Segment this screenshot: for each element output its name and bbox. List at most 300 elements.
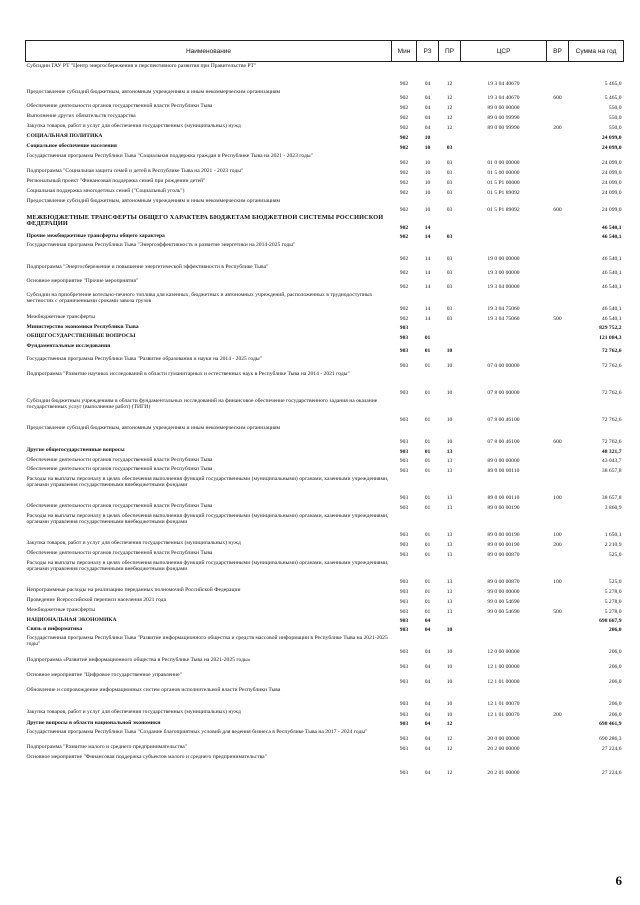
cell-pr: 10 [446, 416, 453, 423]
table-row [26, 671, 624, 686]
cell-name: Расходы на выплаты персоналу в целях обеспечения выполнения функций государственными (муниципальными) органами, казенными учреждениями, органами управления государственными внебюджетными фондами [26, 512, 389, 526]
table-row [26, 397, 624, 424]
cell-csr [461, 446, 547, 456]
cell-vr [547, 753, 569, 777]
cell-min: 902 [399, 224, 409, 231]
cell-csr [461, 342, 547, 355]
cell-pr: 12 [446, 94, 453, 101]
budget-table [25, 40, 624, 777]
cell-rz: 04 [424, 720, 431, 727]
cell-pr: 10 [446, 678, 453, 685]
cell-csr: 01 5 P1 00000 [487, 179, 520, 186]
cell-csr [461, 232, 547, 241]
cell-csr: 89 0 00 00110 [487, 467, 520, 474]
cell-csr: 07 8 00 46100 [487, 438, 520, 445]
cell-sum: 38 657,8 [601, 494, 622, 501]
table-row [26, 686, 624, 708]
cell-pr: 13 [446, 467, 453, 474]
cell-name: Подпрограмма "Развитие научных исследований в области гуманитарных и естественных наук в Республике Тыва на 2014 - 2021 годы" [26, 370, 350, 377]
cell-rz: 01 [424, 334, 431, 341]
cell-csr [461, 323, 547, 332]
cell-vr [547, 102, 569, 112]
cell-pr: 10 [446, 663, 453, 670]
cell-pr: 12 [446, 720, 453, 727]
cell-name: Предоставление субсидий бюджетным, автономным учреждениям и иным некоммерческим организациям [26, 197, 281, 204]
cell-csr: 19 3 00 00000 [487, 269, 520, 276]
table-row [26, 112, 624, 122]
cell-csr: 89 0 00 00190 [487, 541, 520, 548]
table-row [26, 370, 624, 397]
cell-pr: 10 [446, 362, 453, 369]
table-row [26, 596, 624, 606]
cell-sum: 46 540,1 [601, 224, 622, 231]
table-row [26, 132, 624, 142]
cell-name: Непрограммные расходы на реализацию переданных полномочий Российской Федерации [26, 586, 241, 593]
cell-rz: 01 [424, 457, 431, 464]
cell-min: 903 [399, 608, 409, 615]
table-row [26, 502, 624, 512]
cell-pr: 13 [446, 457, 453, 464]
cell-min: 903 [399, 551, 409, 558]
cell-pr: 13 [446, 494, 453, 501]
cell-vr: 600 [553, 206, 562, 213]
table-row [26, 753, 624, 777]
cell-pr [439, 214, 461, 232]
cell-sum: 550,0 [608, 124, 622, 131]
cell-rz: 04 [424, 735, 431, 742]
cell-min: 902 [399, 159, 409, 166]
cell-pr: 03 [446, 233, 453, 240]
cell-min: 903 [399, 769, 409, 776]
cell-min: 903 [399, 494, 409, 501]
cell-pr: 13 [446, 588, 453, 595]
cell-rz: 01 [424, 588, 431, 595]
cell-csr [461, 719, 547, 728]
cell-sum: 46 540,1 [601, 315, 622, 322]
cell-rz: 01 [424, 504, 431, 511]
cell-rz: 04 [424, 745, 431, 752]
cell-vr [547, 370, 569, 397]
table-row [26, 475, 624, 502]
page-number: 6 [615, 873, 622, 888]
table-row [26, 456, 624, 465]
cell-rz: 01 [424, 494, 431, 501]
cell-min: 903 [399, 438, 409, 445]
cell-csr: 89 0 00 00870 [487, 551, 520, 558]
cell-rz: 10 [424, 159, 431, 166]
cell-min: 902 [399, 179, 409, 186]
cell-vr [547, 167, 569, 177]
cell-sum: 206,0 [608, 700, 622, 707]
cell-vr [547, 656, 569, 671]
cell-min: 903 [399, 389, 409, 396]
cell-rz: 01 [424, 362, 431, 369]
cell-csr: 12 0 00 00000 [487, 648, 520, 655]
cell-vr [547, 187, 569, 197]
cell-pr: 10 [446, 711, 453, 718]
cell-name: Основное мероприятие "Финансовая поддержка субъектов малого и среднего предпринимательства" [26, 753, 267, 760]
cell-sum: 525,0 [608, 551, 622, 558]
cell-min: 902 [399, 315, 409, 322]
cell-rz: 01 [424, 448, 431, 455]
cell-rz: 01 [424, 608, 431, 615]
cell-vr [547, 232, 569, 241]
cell-sum: 2 210,9 [604, 541, 622, 548]
cell-rz: 10 [424, 144, 431, 151]
cell-csr: 01 5 00 00000 [487, 169, 520, 176]
cell-name: Закупка товаров, работ и услуг для обеспечения государственных (муниципальных) нужд [26, 122, 241, 129]
cell-vr: 600 [553, 94, 562, 101]
cell-vr: 500 [553, 315, 562, 322]
cell-sum: 206,0 [608, 648, 622, 655]
cell-min: 903 [399, 745, 409, 752]
cell-sum: 206,0 [608, 678, 622, 685]
cell-pr: 13 [446, 598, 453, 605]
cell-min: 902 [399, 104, 409, 111]
cell-vr [547, 277, 569, 291]
cell-sum: 38 657,8 [601, 467, 622, 474]
cell-vr [547, 719, 569, 728]
cell-min: 902 [399, 169, 409, 176]
table-row [26, 263, 624, 277]
cell-name: Подпрограмма "Энергосбережение и повышение энергетической эффективности в Республике Тыва" [26, 263, 269, 270]
cell-min: 903 [399, 598, 409, 605]
cell-pr: 12 [446, 735, 453, 742]
cell-vr [547, 397, 569, 424]
cell-rz: 01 [424, 541, 431, 548]
cell-name: Обеспечение деятельности органов государственной власти Республики Тыва [26, 456, 213, 463]
table-row [26, 634, 624, 656]
cell-sum: 206,0 [608, 711, 622, 718]
cell-name: Основное мероприятие "Прочие мероприятия" [26, 277, 139, 284]
cell-name: Основное мероприятие "Цифровое государственное управление" [26, 671, 182, 678]
cell-name: Подпрограмма «Развитие информационного общества в Республике Тыва на 2021-2025 годы» [26, 656, 251, 663]
cell-rz: 01 [424, 551, 431, 558]
table-row [26, 102, 624, 112]
cell-sum: 5 465,0 [604, 80, 622, 87]
cell-pr: 03 [446, 179, 453, 186]
cell-vr [547, 586, 569, 596]
header-rz: РЗ [417, 41, 439, 62]
table-row [26, 142, 624, 152]
cell-csr: 01 0 00 00000 [487, 159, 520, 166]
cell-vr [547, 616, 569, 625]
cell-name: ОБЩЕГОСУДАРСТВЕННЫЕ ВОПРОСЫ [26, 332, 136, 339]
header-pr: ПР [439, 41, 461, 62]
cell-vr [547, 142, 569, 152]
cell-rz: 14 [424, 255, 431, 262]
cell-vr: 100 [553, 494, 562, 501]
cell-rz: 10 [424, 134, 431, 141]
cell-pr [439, 616, 461, 625]
cell-csr: 89 0 00 00110 [487, 494, 520, 501]
table-row [26, 539, 624, 549]
cell-pr: 13 [446, 504, 453, 511]
cell-vr [547, 214, 569, 232]
cell-min: 903 [399, 735, 409, 742]
cell-rz: 10 [424, 189, 431, 196]
cell-min: 902 [399, 269, 409, 276]
cell-pr [439, 132, 461, 142]
cell-sum: 121 084,3 [599, 334, 622, 341]
cell-name: Субсидии бюджетным учреждениям в области фундаментальных исследований на финансовое обеспечение государственного задания на оказание государственных услуг (выполнение работ) (ТИГИ) [26, 397, 378, 411]
cell-sum: 690 286,3 [599, 735, 622, 742]
cell-csr: 19 3 04 75060 [487, 315, 520, 322]
cell-pr [439, 323, 461, 332]
cell-pr: 03 [446, 269, 453, 276]
cell-name: Выполнение других обязательств государства [26, 112, 136, 119]
cell-sum: 46 540,1 [601, 283, 622, 290]
cell-csr: 89 0 00 00000 [487, 104, 520, 111]
cell-pr: 10 [446, 389, 453, 396]
cell-name: Обеспечение деятельности органов государственной власти Республики Тыва [26, 549, 213, 556]
cell-name: Министерство экономики Республики Тыва [26, 323, 139, 330]
cell-vr [547, 132, 569, 142]
cell-sum: 698 667,9 [599, 617, 622, 624]
cell-sum: 5 278,0 [604, 588, 622, 595]
cell-pr: 12 [446, 114, 453, 121]
cell-name: Субсидии ГАУ РТ "Центр энергосбережения и перспективного развития при Правительстве РТ" [26, 63, 257, 69]
cell-name: Подпрограмма "Социальная защита семей и детей в Республике Тыва на 2021 - 2023 годы" [26, 167, 244, 174]
cell-pr: 03 [446, 169, 453, 176]
cell-csr: 12 1 01 00070 [487, 700, 520, 707]
header-vr: ВР [547, 41, 569, 62]
cell-pr: 13 [446, 448, 453, 455]
cell-pr: 12 [446, 80, 453, 87]
cell-csr: 01 5 P1 89092 [487, 189, 520, 196]
cell-min: 903 [399, 578, 409, 585]
table-row [26, 708, 624, 719]
cell-name: МЕЖБЮДЖЕТНЫЕ ТРАНСФЕРТЫ ОБЩЕГО ХАРАКТЕРА БЮДЖЕТАМ БЮДЖЕТНОЙ СИСТЕМЫ РОССИЙСКОЙ ФЕДЕРАЦИИ [26, 213, 384, 228]
cell-csr: 89 0 00 99990 [487, 124, 520, 131]
cell-min: 903 [399, 347, 409, 354]
cell-pr: 12 [446, 124, 453, 131]
cell-rz: 04 [424, 663, 431, 670]
cell-rz: 10 [424, 169, 431, 176]
cell-pr: 10 [446, 700, 453, 707]
cell-min: 902 [399, 255, 409, 262]
cell-rz: 04 [424, 114, 431, 121]
cell-csr: 07 8 00 46100 [487, 416, 520, 423]
cell-csr: 12 1 00 00000 [487, 663, 520, 670]
cell-vr [547, 342, 569, 355]
cell-min: 902 [399, 283, 409, 290]
cell-min: 902 [399, 305, 409, 312]
cell-name: Фундаментальные исследования [26, 342, 111, 349]
table-row [26, 177, 624, 187]
cell-sum: 46 540,1 [601, 305, 622, 312]
cell-rz: 04 [424, 104, 431, 111]
cell-csr [461, 132, 547, 142]
cell-pr: 12 [446, 745, 453, 752]
cell-rz: 04 [424, 769, 431, 776]
cell-sum: 24 099,0 [601, 169, 622, 176]
cell-name: Обеспечение деятельности органов государственной власти Республики Тыва [26, 102, 213, 109]
cell-csr: 99 0 00 54690 [487, 608, 520, 615]
cell-rz: 04 [424, 124, 431, 131]
cell-sum: 48 321,7 [601, 448, 622, 455]
cell-name: Обеспечение деятельности органов государственной власти Республики Тыва [26, 502, 213, 509]
table-row [26, 616, 624, 625]
cell-min: 902 [399, 206, 409, 213]
cell-min: 903 [399, 531, 409, 538]
table-row [26, 549, 624, 559]
cell-rz: 01 [424, 578, 431, 585]
cell-vr [547, 112, 569, 122]
cell-min: 902 [399, 80, 409, 87]
cell-sum: 27 224,6 [601, 769, 622, 776]
table-row [26, 323, 624, 332]
cell-sum: 72 762,6 [601, 438, 622, 445]
cell-sum: 24 099,0 [601, 179, 622, 186]
table-row [26, 586, 624, 596]
cell-pr: 03 [446, 206, 453, 213]
header-csr: ЦСР [461, 41, 547, 62]
cell-sum: 24 099,0 [601, 159, 622, 166]
cell-name: Прочие межбюджетные трансферты общего характера [26, 232, 165, 239]
cell-min: 903 [399, 711, 409, 718]
cell-min: 903 [399, 448, 409, 455]
table-row [26, 512, 624, 539]
cell-sum: 46 540,1 [601, 233, 622, 240]
table-row [26, 606, 624, 616]
cell-sum: 24 099,0 [601, 134, 622, 141]
cell-rz: 04 [424, 626, 431, 633]
table-body [26, 62, 624, 777]
cell-min: 903 [399, 720, 409, 727]
cell-vr [547, 549, 569, 559]
cell-csr [461, 625, 547, 634]
cell-csr: 19 3 04 40670 [487, 80, 520, 87]
cell-sum: 46 540,1 [601, 255, 622, 262]
cell-min: 902 [399, 144, 409, 151]
cell-pr: 03 [446, 189, 453, 196]
cell-min: 902 [399, 124, 409, 131]
cell-csr: 19 0 00 00000 [487, 255, 520, 262]
cell-csr: 07 0 00 00000 [487, 362, 520, 369]
cell-csr: 19 3 04 40670 [487, 94, 520, 101]
cell-csr: 19 3 04 00000 [487, 283, 520, 290]
cell-rz: 04 [424, 648, 431, 655]
cell-min: 902 [399, 114, 409, 121]
cell-sum: 5 465,0 [604, 94, 622, 101]
cell-pr: 10 [446, 648, 453, 655]
cell-sum: 1 650,1 [604, 531, 622, 538]
cell-vr [547, 502, 569, 512]
cell-min: 903 [399, 663, 409, 670]
table-row [26, 728, 624, 743]
cell-rz: 04 [424, 80, 431, 87]
cell-pr: 10 [446, 347, 453, 354]
cell-sum: 698 461,9 [599, 720, 622, 727]
cell-min: 903 [399, 334, 409, 341]
cell-name: Другие вопросы в области национальной экономики [26, 719, 161, 726]
cell-name: Предоставление субсидий бюджетным, автономным учреждениям и иным некоммерческим организациям [26, 424, 281, 431]
cell-rz: 01 [424, 416, 431, 423]
cell-name: Государственная программа Республики Тыва "Социальная поддержка граждан в Республике Тыва на 2021 - 2023 годы" [26, 152, 313, 159]
cell-sum: 206,0 [608, 663, 622, 670]
table-row [26, 232, 624, 241]
table-row [26, 277, 624, 291]
cell-rz: 04 [424, 94, 431, 101]
cell-min: 903 [399, 467, 409, 474]
cell-csr: 89 0 00 00190 [487, 531, 520, 538]
cell-min: 903 [399, 324, 409, 331]
cell-pr [439, 332, 461, 342]
cell-rz: 10 [424, 206, 431, 213]
cell-name: Государственная программа Республики Тыва "Развитие информационного общества и средств массовой информации в Республике Тыва на 2021-2025 годы" [26, 634, 388, 648]
cell-min: 903 [399, 588, 409, 595]
cell-pr: 03 [446, 283, 453, 290]
cell-name: Расходы на выплаты персоналу в целях обеспечения выполнения функций государственными (муниципальными) органами, казенными учреждениями, органами управления государственными внебюджетными фондами [26, 475, 389, 489]
table-row [26, 167, 624, 177]
cell-rz: 14 [424, 305, 431, 312]
cell-sum: 43 043,7 [601, 457, 622, 464]
cell-name: Закупка товаров, работ и услуг для обеспечения государственных (муниципальных) нужд [26, 539, 241, 546]
cell-csr: 99 0 00 54690 [487, 598, 520, 605]
cell-vr [547, 355, 569, 370]
cell-pr: 03 [446, 255, 453, 262]
cell-name: Подпрограмма "Развитие малого и среднего предпринимательства" [26, 743, 188, 750]
cell-vr: 200 [553, 541, 562, 548]
cell-csr [461, 616, 547, 625]
cell-min: 903 [399, 362, 409, 369]
cell-csr: 89 0 00 00190 [487, 504, 520, 511]
table-row [26, 355, 624, 370]
cell-csr: 99 0 00 00000 [487, 588, 520, 595]
cell-rz: 10 [424, 179, 431, 186]
table-row [26, 291, 624, 313]
cell-rz: 01 [424, 467, 431, 474]
cell-csr: 01 5 P1 89092 [487, 206, 520, 213]
cell-min: 903 [399, 541, 409, 548]
table-row [26, 465, 624, 475]
cell-sum: 5 278,0 [604, 598, 622, 605]
cell-min: 902 [399, 189, 409, 196]
cell-csr [461, 332, 547, 342]
cell-vr: 100 [553, 531, 562, 538]
cell-pr: 12 [446, 104, 453, 111]
cell-sum: 72 762,6 [601, 416, 622, 423]
cell-name: Проведение Всероссийской переписи населения 2021 года [26, 596, 166, 603]
cell-min: 903 [399, 457, 409, 464]
cell-csr [461, 142, 547, 152]
cell-pr: 13 [446, 608, 453, 615]
cell-csr: 89 0 00 00870 [487, 578, 520, 585]
cell-rz: 04 [424, 678, 431, 685]
cell-vr [547, 634, 569, 656]
cell-name: Другие общегосударственные вопросы [26, 446, 125, 453]
cell-csr: 89 0 00 00000 [487, 457, 520, 464]
table-row [26, 342, 624, 355]
cell-name: Социальное обеспечение населения [26, 142, 117, 149]
cell-sum: 3 860,9 [604, 504, 622, 511]
table-row [26, 88, 624, 102]
cell-rz: 04 [424, 711, 431, 718]
cell-vr [547, 671, 569, 686]
cell-name: СОЦИАЛЬНАЯ ПОЛИТИКА [26, 132, 103, 139]
cell-vr: 100 [553, 578, 562, 585]
cell-vr [547, 596, 569, 606]
cell-pr: 13 [446, 531, 453, 538]
cell-sum: 550,0 [608, 104, 622, 111]
cell-vr [547, 291, 569, 313]
cell-rz: 01 [424, 598, 431, 605]
cell-vr [547, 332, 569, 342]
cell-name: Обеспечение деятельности органов государственной власти Республики Тыва [26, 465, 213, 472]
cell-name: Закупка товаров, работ и услуг для обеспечения государственных (муниципальных) нужд [26, 708, 241, 715]
cell-name: Обновление и сопровождение информационных систем органов исполнительной власти Республики Тыва [26, 686, 281, 693]
